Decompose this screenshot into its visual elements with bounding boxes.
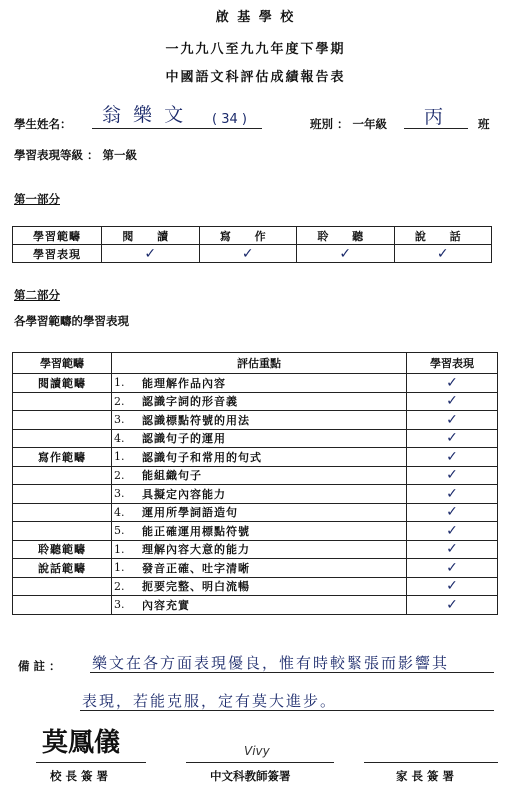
- assessment-item: 認識字詞的形音義: [136, 392, 407, 411]
- assessment-row: [13, 429, 498, 448]
- assessment-row: [13, 392, 498, 411]
- report-title: 中國語文科評估成績報告表: [165, 70, 346, 85]
- assessment-row: [13, 448, 498, 467]
- assessment-row: [13, 503, 498, 522]
- assessment-item: 認識標點符號的用法: [136, 411, 407, 430]
- assessment-num: 1.: [112, 448, 137, 467]
- parent-sign-label: 家 長 簽 署: [396, 769, 455, 783]
- assessment-num: 2.: [112, 466, 137, 485]
- class-value: 丙: [424, 106, 444, 128]
- grade-label: 學習表現等級 ： 第一級: [14, 148, 138, 162]
- teacher-sign-line: [186, 762, 334, 763]
- part1-area-listening: 聆 聽: [297, 227, 395, 245]
- remarks-label: 備 註 ：: [18, 659, 61, 673]
- assessment-mark: ✓: [407, 559, 498, 578]
- assessment-item: 具擬定內容能力: [136, 485, 407, 504]
- part2-table: [12, 352, 498, 615]
- part1-mark-writing: ✓: [199, 245, 297, 263]
- part1-mark-speaking: ✓: [394, 245, 492, 263]
- student-name-label: 學生姓名：: [14, 117, 72, 131]
- part1-row-head-perf: 學習表現: [13, 245, 102, 263]
- assessment-num: 1.: [112, 559, 137, 578]
- assessment-item: 認識句子和常用的句式: [136, 448, 407, 467]
- assessment-row: [13, 559, 498, 578]
- part1-heading: 第一部分: [14, 192, 60, 206]
- principal-sign-label: 校 長 簽 署: [50, 769, 109, 783]
- assessment-mark: ✓: [407, 466, 498, 485]
- assessment-row: [13, 577, 498, 596]
- assessment-mark: ✓: [407, 374, 498, 393]
- assessment-num: 3.: [112, 411, 137, 430]
- assessment-area: 閱讀範疇: [13, 374, 112, 393]
- assessment-item: 扼要完整、明白流暢: [136, 577, 407, 596]
- part1-table: [12, 226, 492, 263]
- assessment-item: 發音正確、吐字清晰: [136, 559, 407, 578]
- part1-mark-listening: ✓: [297, 245, 395, 263]
- assessment-num: 4.: [112, 429, 137, 448]
- term-title: 一九九八至九九年度下學期: [165, 42, 346, 57]
- assessment-mark: ✓: [407, 540, 498, 559]
- assessment-area: [13, 429, 112, 448]
- assessment-area: 說話範疇: [13, 559, 112, 578]
- assessment-item: 內容充實: [136, 596, 407, 615]
- assessment-area: 聆聽範疇: [13, 540, 112, 559]
- assessment-area: [13, 522, 112, 541]
- col-result-header: 學習表現: [407, 353, 498, 374]
- assessment-area: [13, 392, 112, 411]
- part1-area-reading: 閱 讀: [102, 227, 200, 245]
- part1-area-writing: 寫 作: [199, 227, 297, 245]
- assessment-num: 3.: [112, 596, 137, 615]
- assessment-row: [13, 466, 498, 485]
- assessment-row: [13, 374, 498, 393]
- assessment-area: [13, 596, 112, 615]
- assessment-num: 5.: [112, 522, 137, 541]
- assessment-area: [13, 466, 112, 485]
- assessment-num: 3.: [112, 485, 137, 504]
- assessment-mark: ✓: [407, 485, 498, 504]
- assessment-mark: ✓: [407, 596, 498, 615]
- assessment-mark: ✓: [407, 522, 498, 541]
- assessment-row: [13, 522, 498, 541]
- student-name: 翁 樂 文: [102, 104, 187, 126]
- assessment-item: 理解內容大意的能力: [136, 540, 407, 559]
- assessment-num: 1.: [112, 540, 137, 559]
- principal-sign-line: [36, 762, 146, 763]
- part2-heading: 第二部分: [14, 288, 60, 302]
- assessment-item: 認識句子的運用: [136, 429, 407, 448]
- part2-subheading: 各學習範疇的學習表現: [14, 314, 129, 328]
- col-area-header: 學習範疇: [13, 353, 112, 374]
- school-name: 啟 基 學 校: [215, 10, 296, 25]
- assessment-mark: ✓: [407, 429, 498, 448]
- part2-header-row: [13, 353, 498, 374]
- remarks-text-2: 表現，若能克服，定有莫大進步。: [82, 692, 338, 710]
- teacher-sign-label: 中文科教師簽署: [210, 769, 291, 783]
- assessment-num: 2.: [112, 392, 137, 411]
- part1-area-speaking: 說 話: [394, 227, 492, 245]
- class-suffix: 班: [478, 117, 490, 131]
- assessment-item: 能理解作品內容: [136, 374, 407, 393]
- col-points-header: 評估重點: [112, 353, 407, 374]
- assessment-mark: ✓: [407, 503, 498, 522]
- parent-sign-line: [364, 762, 498, 763]
- assessment-row: [13, 485, 498, 504]
- assessment-area: 寫作範疇: [13, 448, 112, 467]
- assessment-item: 運用所學詞語造句: [136, 503, 407, 522]
- assessment-mark: ✓: [407, 392, 498, 411]
- assessment-area: [13, 411, 112, 430]
- assessment-area: [13, 503, 112, 522]
- assessment-area: [13, 485, 112, 504]
- assessment-row: [13, 540, 498, 559]
- principal-signature: 莫鳳儀: [42, 728, 121, 758]
- assessment-num: 4.: [112, 503, 137, 522]
- assessment-item: 能組織句子: [136, 466, 407, 485]
- part1-row-head-area: 學習範疇: [13, 227, 102, 245]
- part1-mark-row: [13, 245, 492, 263]
- teacher-signature: Vivy: [244, 744, 270, 758]
- part1-mark-reading: ✓: [102, 245, 200, 263]
- assessment-item: 能正確運用標點符號: [136, 522, 407, 541]
- part1-area-row: [13, 227, 492, 245]
- student-number: ( 34 ): [212, 112, 247, 127]
- remarks-text-1: 樂文在各方面表現優良，惟有時較緊張而影響其: [92, 654, 450, 672]
- assessment-mark: ✓: [407, 448, 498, 467]
- class-label: 班別 ： 一年級: [310, 117, 388, 131]
- assessment-num: 2.: [112, 577, 137, 596]
- assessment-row: [13, 596, 498, 615]
- assessment-row: [13, 411, 498, 430]
- assessment-mark: ✓: [407, 411, 498, 430]
- assessment-area: [13, 577, 112, 596]
- assessment-mark: ✓: [407, 577, 498, 596]
- assessment-num: 1.: [112, 374, 137, 393]
